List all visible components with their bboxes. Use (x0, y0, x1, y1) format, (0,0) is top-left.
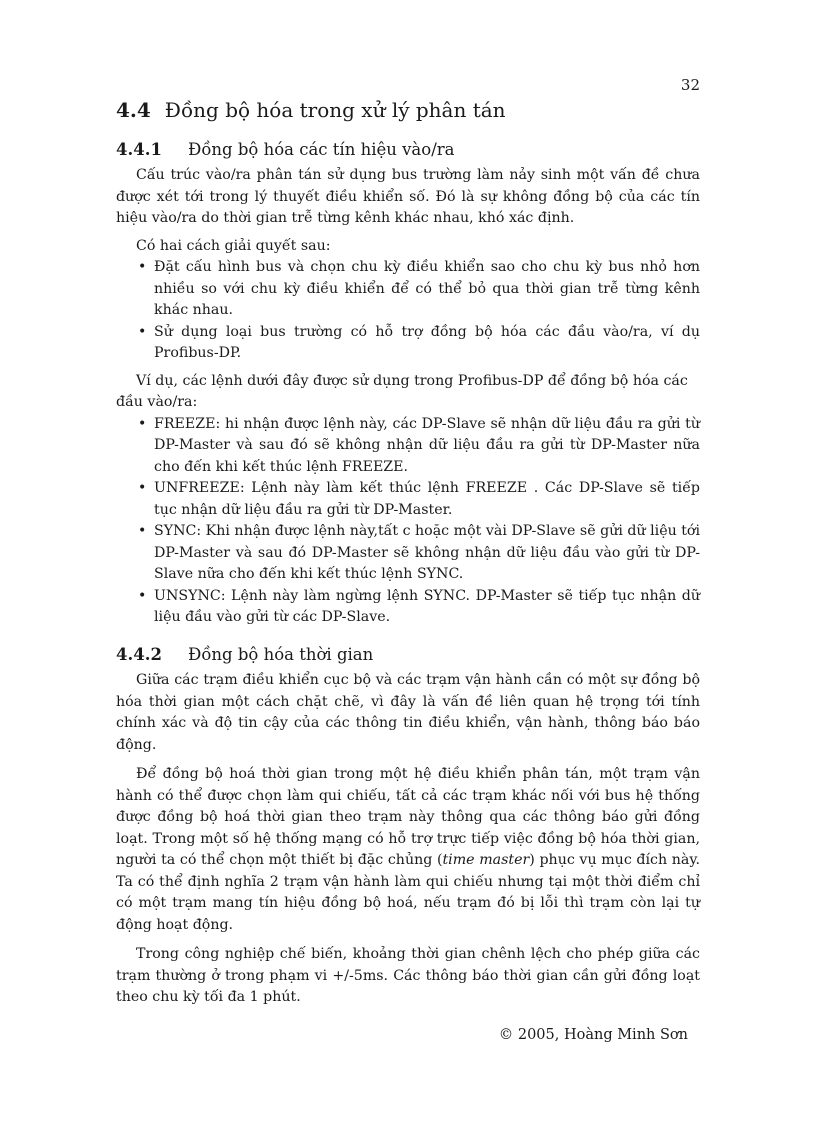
paragraph: Để đồng bộ hoá thời gian trong một hệ điều khiển phân tán, một trạm vận hành có thể được chọn làm qui chiếu, tất cả các trạm khác nối với bus hệ thống được đồng bộ hoá thời gian theo trạm này thông qua các thông báo gửi đồng loạt. Trong một số hệ thống mạng có hỗ trợ trực tiếp việc đồng bộ hóa thời gian, người ta có thể chọn một thiết bị đặc chủng (time master) phục vụ mục đích này. Ta có thể định nghĩa 2 trạm vận hành làm qui chiếu nhưng tại một thời điểm chỉ có một trạm mang tín hiệu đồng bộ hoá, nếu trạm đó bị lỗi thì trạm còn lại tự động hoạt động. (116, 766, 701, 933)
page-number: 32 (680, 76, 700, 94)
list-item: • SYNC: Khi nhận được lệnh này,tất c hoặc một vài DP-Slave sẽ gửi dữ liệu tới DP-Master và sau đó DP-Master sẽ không nhận dữ liệu đầu vào gửi từ DP-Slave nữa cho đến khi kết thúc lệnh SYNC. (138, 523, 701, 582)
section-number: 4.4 (116, 98, 151, 122)
subsection-4-4-2 (116, 645, 700, 1009)
list-item: • UNFREEZE: Lệnh này làm kết thúc lệnh FREEZE . Các DP-Slave sẽ tiếp tục nhận dữ liệu đầu ra gửi từ DP-Master. (138, 480, 700, 518)
subsection-heading (116, 140, 700, 159)
bullet-icon: • (138, 259, 147, 275)
bullet-icon: • (138, 323, 147, 340)
section-heading (116, 98, 506, 122)
list-item: • Đặt cấu hình bus và chọn chu kỳ điều khiển sao cho chu kỳ bus nhỏ hơn nhiều so với chu kỳ điều khiển để có thể bỏ qua thời gian trễ từng kênh khác nhau. (138, 259, 700, 318)
paragraph: Ví dụ, các lệnh dưới đây được sử dụng trong Profibus-DP để đồng bộ hóa các đầu vào/ra: (116, 372, 688, 410)
emphasis: time master (442, 852, 530, 868)
copyright-footer: © 2005, Hoàng Minh Sơn (498, 1027, 688, 1043)
list-item: • UNSYNC: Lệnh này làm ngừng lệnh SYNC. DP-Master sẽ tiếp tục nhận dữ liệu đầu vào gửi từ các DP-Slave. (138, 587, 700, 625)
bullet-list (116, 257, 700, 365)
bullet-icon: • (138, 415, 147, 432)
bullet-icon: • (138, 587, 147, 604)
subsection-number: 4.4.1 (116, 140, 162, 159)
section-title: Đồng bộ hóa trong xử lý phân tán (164, 98, 506, 122)
bullet-icon: • (138, 480, 147, 496)
list-item: • Sử dụng loại bus trường có hỗ trợ đồng bộ hóa các đầu vào/ra, ví dụ Profibus-DP. (138, 323, 700, 361)
subsection-heading (116, 645, 700, 664)
paragraph: Có hai cách giải quyết sau: (136, 237, 331, 254)
paragraph: Cấu trúc vào/ra phân tán sử dụng bus trường làm nảy sinh một vấn đề chưa được xét tới trong lý thuyết điều khiển số. Đó là sự không đồng bộ của các tín hiệu vào/ra do thời gian trễ từng kênh khác nhau, khó xác định. (116, 167, 700, 226)
bullet-icon: • (138, 523, 147, 539)
subsection-number: 4.4.2 (116, 645, 162, 664)
list-item: • FREEZE: hi nhận được lệnh này, các DP-Slave sẽ nhận dữ liệu đầu ra gửi từ DP-Master và sau đó sẽ không nhận dữ liệu đầu ra gửi từ DP-Master nữa cho đến khi kết thúc lệnh FREEZE. (138, 415, 700, 475)
subsection-title: Đồng bộ hóa thời gian (188, 645, 374, 664)
paragraph: Trong công nghiệp chế biến, khoảng thời gian chênh lệch cho phép giữa các trạm thường ở trong phạm vi +/-5ms. Các thông báo thời gian cần gửi đồng loạt theo chu kỳ tối đa 1 phút. (116, 946, 700, 1005)
subsection-4-4-1 (116, 140, 700, 629)
bullet-list (116, 414, 700, 629)
subsection-title: Đồng bộ hóa các tín hiệu vào/ra (188, 140, 455, 159)
paragraph: Giữa các trạm điều khiển cục bộ và các trạm vận hành cần có một sự đồng bộ hóa thời gian một cách chặt chẽ, vì đây là vấn đề liên quan hệ trọng tới tính chính xác và độ tin cậy của các thông tin điều khiển, vận hành, thông báo báo động. (116, 672, 700, 753)
